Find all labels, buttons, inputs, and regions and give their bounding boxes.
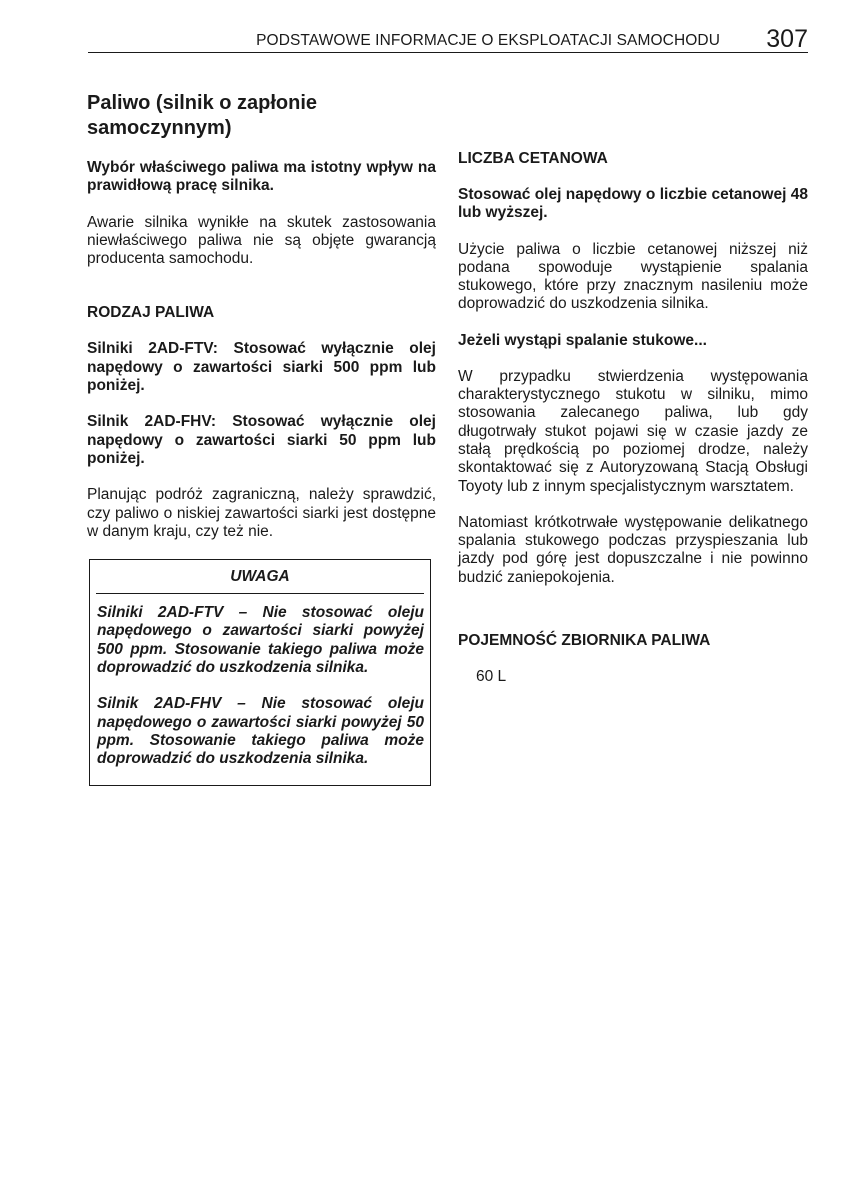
ftv-requirement: Silniki 2AD-FTV: Stosować wyłącznie olej napędowy o zawartości siarki 500 ppm lub poniżej.: [87, 340, 436, 395]
tank-heading: POJEMNOŚĆ ZBIORNIKA PALIWA: [458, 632, 711, 650]
cetane-heading: LICZBA CETANOWA: [458, 150, 608, 167]
travel-note: Planując podróż zagraniczną, należy sprawdzić, czy paliwo o niskiej zawartości siarki jest dostępne w danym kraju, czy też nie.: [87, 486, 436, 540]
knock-text: W przypadku stwierdzenia występowania charakterystycznego stukotu w silniku, mimo stosowania zalecanego paliwa, lub gdy długotrwały stukot pojawi się w czasie jazdy ze stałą prędkością po poziomej drodze, należy skontaktować się z Autoryzowaną Stacją Obsługi Toyoty lub z innym specjalistycznym warsztatem.: [458, 367, 808, 495]
title-line-2: samoczynnym): [87, 117, 232, 139]
short-knock-text: Natomiast krótkotrwałe występowanie delikatnego spalania stukowego podczas przyspieszania lub jazdy pod górę jest dopuszczalne i nie powinno budzić zaniepokojenia.: [458, 513, 808, 586]
knock-heading: Jeżeli wystąpi spalanie stukowe...: [458, 331, 707, 349]
title-line-1: Paliwo (silnik o zapłonie: [87, 92, 318, 114]
fuel-type-heading: RODZAJ PALIWA: [87, 304, 215, 322]
warning-fhv: Silnik 2AD-FHV – Nie stosować oleju napędowego o zawartości siarki powyżej 50 ppm. Stosowanie takiego paliwa może doprowadzić do uszkodzenia silnika.: [97, 695, 424, 768]
page-number: 307: [766, 25, 808, 53]
section-title: PODSTAWOWE INFORMACJE O EKSPLOATACJI SAMOCHODU: [256, 32, 720, 49]
page-header: [88, 27, 808, 53]
page-title: [87, 91, 436, 141]
intro-text: Awarie silnika wynikłe na skutek zastosowania niewłaściwego paliwa nie są objęte gwarancją producenta samochodu.: [87, 213, 436, 268]
fhv-requirement: Silnik 2AD-FHV: Stosować wyłącznie olej napędowy o zawartości siarki 50 ppm lub poniżej.: [87, 413, 436, 467]
right-column: [458, 150, 808, 686]
cetane-requirement: Stosować olej napędowy o liczbie cetanowej 48 lub wyższej.: [458, 186, 808, 222]
tank-volume: 60 L: [476, 668, 507, 686]
warning-ftv: Silniki 2AD-FTV – Nie stosować oleju napędowego o zawartości siarki powyżej 500 ppm. Stosowanie takiego paliwa może doprowadzić do uszkodzenia silnika.: [97, 604, 424, 677]
intro-bold: Wybór właściwego paliwa ma istotny wpływ na prawidłową pracę silnika.: [87, 159, 436, 195]
warning-box: [89, 559, 431, 785]
warning-heading: UWAGA: [230, 568, 290, 586]
cetane-text: Użycie paliwa o liczbie cetanowej niższej niż podana spowoduje wystąpienie spalania stukowego, które przy znacznym nasileniu może doprowadzić do uszkodzenia silnika.: [458, 240, 808, 313]
left-column: [87, 91, 436, 786]
header-divider: [88, 52, 808, 53]
